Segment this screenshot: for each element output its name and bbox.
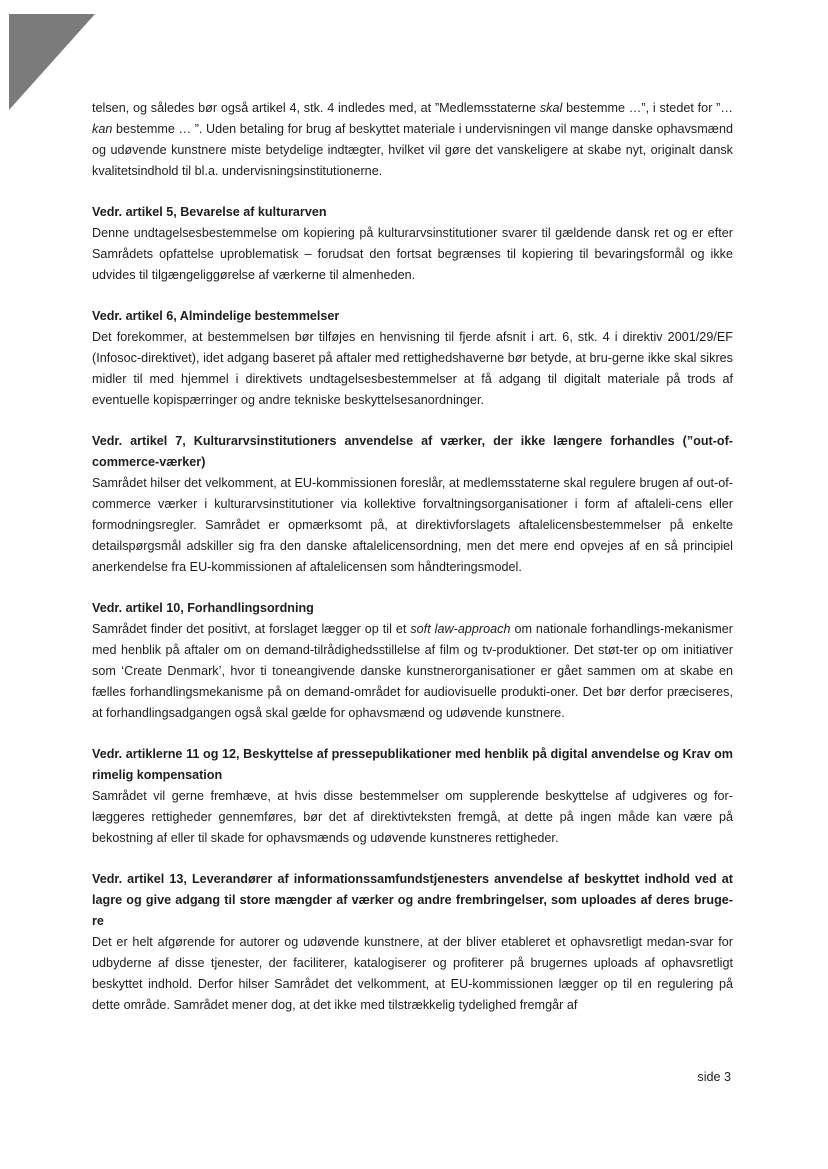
section-article-13 <box>92 869 733 1016</box>
section-heading: Vedr. artikel 5, Bevarelse af kulturarven <box>92 205 327 219</box>
page-corner-fold-decoration <box>9 14 95 110</box>
intro-paragraph <box>92 98 733 182</box>
section-heading: Vedr. artikel 6, Almindelige bestemmelser <box>92 309 340 323</box>
section-article-6 <box>92 306 733 411</box>
section-body: Det forekommer, at bestemmelsen bør tilføjes en henvisning til fjerde afsnit i art. 6, stk. 4 i direktiv 2001/29/EF (Infosoc-direktivet), idet adgang baseret på aftaler med rettighedshaverne bør betyde, at bru-gerne ikke skal sikres midler til med hjemmel i direktivets undtagelsesbestemmelser at få adgang til digitalt materiale på trods af eventuelle kopispærringer og andre tekniske beskyttelsesanordninger. <box>92 330 733 407</box>
section-body <box>92 619 733 724</box>
section-body: Det er helt afgørende for autorer og udøvende kunstnere, at der bliver etableret et ophavsretligt medan-svar for udbyderne af disse tjenester, der faciliterer, katalogiserer og profiterer på brugernes uploads af ophavsretligt beskyttet indhold. Derfor hilser Samrådet det velkomment, at EU-kommissionen lægger op til en regulering på dette område. Samrådet mener dog, at det ikke med tilstrækkelig tydelighed fremgår af <box>92 935 733 1012</box>
intro-text-3: bestemme … ”. Uden betaling for brug af beskyttet materiale i undervisningen vil mange danske ophavsmænd og udøvende kunstnere miste betydelige indtægter, hvilket vil gøre det vanskeligere at skabe nyt, originalt dansk kvalitetsindhold til bl.a. undervisningsinstitutionerne. <box>92 122 733 178</box>
section-heading: Vedr. artikel 7, Kulturarvsinstitutioners anvendelse af værker, der ikke længere forhandles (”out-of-commerce-værker) <box>92 434 733 469</box>
intro-text-2: bestemme …”, i stedet for ”… <box>562 101 733 115</box>
section-body: Samrådet hilser det velkomment, at EU-kommissionen foreslår, at medlemsstaterne skal regulere brugen af out-of-commerce værker i kulturarvsinstitutioner via kollektive forvaltningsorganisationer i form af aftaleli-cens eller formodningsregler. Samrådet er opmærksomt på, at direktivforslagets aftalelicensbestemmelser på enkelte detailspørgsmål adskiller sig fra den danske aftalelicensordning, men det mere end opvejes af en så principiel anerkendelse fra EU-kommissionen af aftalelicensen som håndteringsmodel. <box>92 476 733 574</box>
section-body: Denne undtagelsesbestemmelse om kopiering på kulturarvsinstitutioner svarer til gældende dansk ret og er efter Samrådets opfattelse uproblematisk – forudsat den fortsat begrænses til kopiering til bevaringsformål og ikke udvides til tilgængeliggørelse af værkerne til almenheden. <box>92 226 733 282</box>
section-heading: Vedr. artikel 13, Leverandører af informationssamfundstjenesters anvendelse af beskyttet indhold ved at lagre og give adgang til store mængder af værker og andre frembringelser, som uploades af deres bruge-re <box>92 872 733 928</box>
section-heading: Vedr. artikel 10, Forhandlingsordning <box>92 601 314 615</box>
intro-text-1: telsen, og således bør også artikel 4, stk. 4 indledes med, at ”Medlemsstaterne <box>92 101 540 115</box>
section-article-5 <box>92 202 733 286</box>
section-body-text-1: Samrådet finder det positivt, at forslaget lægger op til et <box>92 622 411 636</box>
intro-emphasis-skal: skal <box>539 101 563 115</box>
section-body-emphasis: soft law-approach <box>410 622 511 636</box>
section-article-10 <box>92 598 733 724</box>
page-number: side 3 <box>697 1070 731 1084</box>
section-articles-11-12 <box>92 744 733 849</box>
section-body-text-2: om nationale forhandlings-mekanismer med henblik på aftaler om on demand-tilrådighedsstillelse af film og tv-produktioner. Det støt-ter op om initiativer som ‘Create Denmark’, hvor ti toneangivende danske kunstnerorganisationer er gået sammen om at skabe en fælles forhandlingsmekanisme på on demand-området for audiovisuelle produkti-oner. Det bør derfor præciseres, at forhandlingsadgangen også skal gælde for ophavsmænd og udøvende kunstnere. <box>92 622 734 720</box>
document-body <box>92 98 733 1016</box>
section-body: Samrådet vil gerne fremhæve, at hvis disse bestemmelser om supplerende beskyttelse af udgiveres og for-læggeres rettigheder gennemføres, bør det af direktivteksten fremgå, at dette på ingen måde kan være på bekostning af eller til skade for ophavsmænds og udøvende kunstneres rettigheder. <box>92 789 733 845</box>
section-article-7 <box>92 431 733 578</box>
section-heading: Vedr. artiklerne 11 og 12, Beskyttelse af pressepublikationer med henblik på digital anvendelse og Krav om rimelig kompensation <box>92 747 733 782</box>
intro-emphasis-kan: kan <box>92 122 113 136</box>
